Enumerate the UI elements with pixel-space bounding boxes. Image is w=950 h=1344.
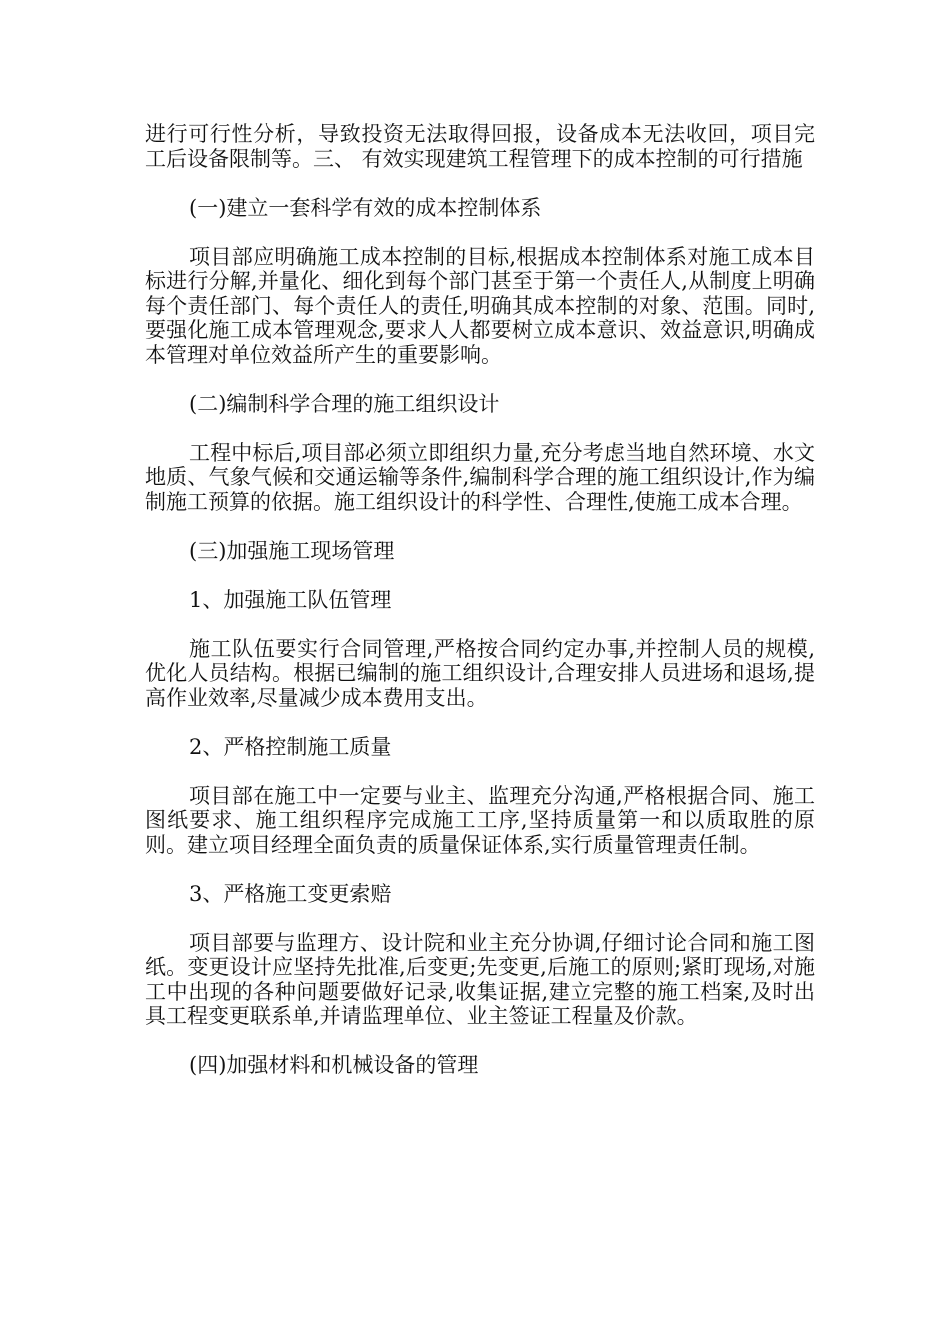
subsection-heading-3-2: 2、严格控制施工质量	[189, 734, 392, 759]
document-page	[145, 122, 815, 1078]
section-heading-2: (二)编制科学合理的施工组织设计	[189, 391, 500, 416]
paragraph-quality-control: 项目部在施工中一定要与业主、监理充分沟通,严格根据合同、施工图纸要求、施工组织程序完成施工工序,坚持质量第一和以质取胜的原则。建立项目经理全面负责的质量保证体系,实行质量管理责任制。	[145, 783, 815, 857]
paragraph-construction-design: 工程中标后,项目部必须立即组织力量,充分考虑当地自然环境、水文地质、气象气候和交通运输等条件,编制科学合理的施工组织设计,作为编制施工预算的依据。施工组织设计的科学性、合理性,使施工成本合理。	[145, 440, 815, 514]
paragraph-change-claims: 项目部要与监理方、设计院和业主充分协调,仔细讨论合同和施工图纸。变更设计应坚持先批准,后变更;先变更,后施工的原则;紧盯现场,对施工中出现的各种问题要做好记录,收集证据,建立完整的施工档案,及时出具工程变更联系单,并请监理单位、业主签证工程量及价款。	[145, 930, 815, 1028]
paragraph-team-management: 施工队伍要实行合同管理,严格按合同约定办事,并控制人员的规模,优化人员结构。根据已编制的施工组织设计,合理安排人员进场和退场,提高作业效率,尽量减少成本费用支出。	[145, 636, 815, 710]
section-heading-4: (四)加强材料和机械设备的管理	[189, 1053, 479, 1077]
paragraph-cost-control-system: 项目部应明确施工成本控制的目标,根据成本控制体系对施工成本目标进行分解,并量化、细化到每个部门甚至于第一个责任人,从制度上明确每个责任部门、每个责任人的责任,明确其成本控制的对象、范围。同时,要强化施工成本管理观念,要求人人都要树立成本意识、效益意识,明确成本管理对单位效益所产生的重要影响。	[145, 244, 815, 367]
intro-paragraph: 进行可行性分析，导致投资无法取得回报，设备成本无法收回，项目完工后设备限制等。三、 有效实现建筑工程管理下的成本控制的可行措施	[145, 122, 815, 171]
section-heading-3: (三)加强施工现场管理	[189, 538, 395, 563]
subsection-heading-3-3: 3、严格施工变更索赔	[189, 881, 392, 906]
section-heading-1: (一)建立一套科学有效的成本控制体系	[189, 195, 542, 220]
subsection-heading-3-1: 1、加强施工队伍管理	[189, 587, 392, 612]
